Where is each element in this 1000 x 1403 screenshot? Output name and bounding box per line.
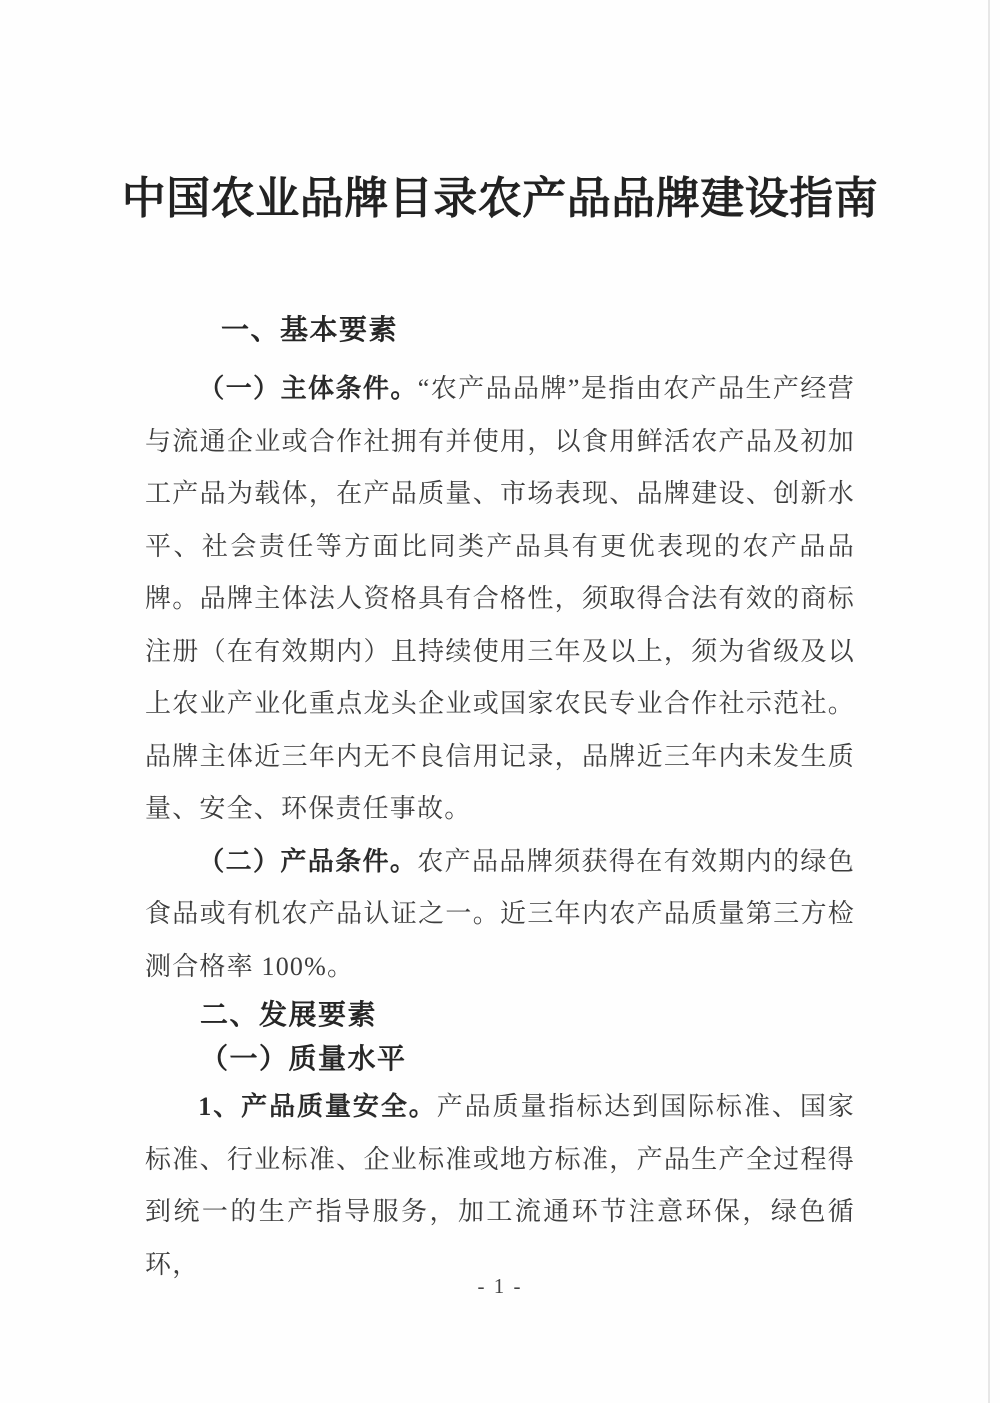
paragraph-text-product-quality-safety: 产品质量指标达到国际标准、国家标准、行业标准、企业标准或地方标准，产品生产全过程得到统一的生产指导服务，加工流通环节注意环保，绿色循环，	[145, 1092, 855, 1279]
subsection-heading-quality-level: （一）质量水平	[200, 1043, 407, 1074]
paragraph-lead-subject-conditions: （一）主体条件。	[198, 374, 418, 403]
paragraph-lead-product-conditions: （二）产品条件。	[198, 846, 418, 876]
page-number: - 1 -	[477, 1274, 523, 1298]
paragraph-subject-conditions	[145, 363, 855, 836]
section-heading-development-elements: 二、发展要素	[200, 999, 378, 1030]
scan-edge-artifact	[988, 0, 990, 1403]
section-heading-basic-elements: 一、基本要素	[221, 314, 399, 345]
document-title: 中国农业品牌目录农产品品牌建设指南	[121, 174, 879, 223]
paragraph-product-conditions	[145, 836, 855, 994]
paragraph-lead-product-quality-safety: 1、产品质量安全。	[198, 1092, 437, 1121]
paragraph-product-quality-safety	[145, 1081, 855, 1291]
document-body	[145, 313, 855, 1291]
paragraph-text-product-conditions: 农产品品牌须获得在有效期内的绿色食品或有机农产品认证之一。近三年内农产品质量第三方检测合格率 100%。	[145, 846, 856, 981]
paragraph-text-subject-conditions: “农产品品牌”是指由农产品生产经营与流通企业或合作社拥有并使用，以食用鲜活农产品及初加工产品为载体，在产品质量、市场表现、品牌建设、创新水平、社会责任等方面比同类产品具有更优表现的农产品品牌。品牌主体法人资格具有合格性，须取得合法有效的商标注册（在有效期内）且持续使用三年及以上，须为省级及以上农业产业化重点龙头企业或国家农民专业合作社示范社。品牌主体近三年内无不良信用记录，品牌近三年内未发生质量、安全、环保责任事故。	[145, 374, 856, 823]
